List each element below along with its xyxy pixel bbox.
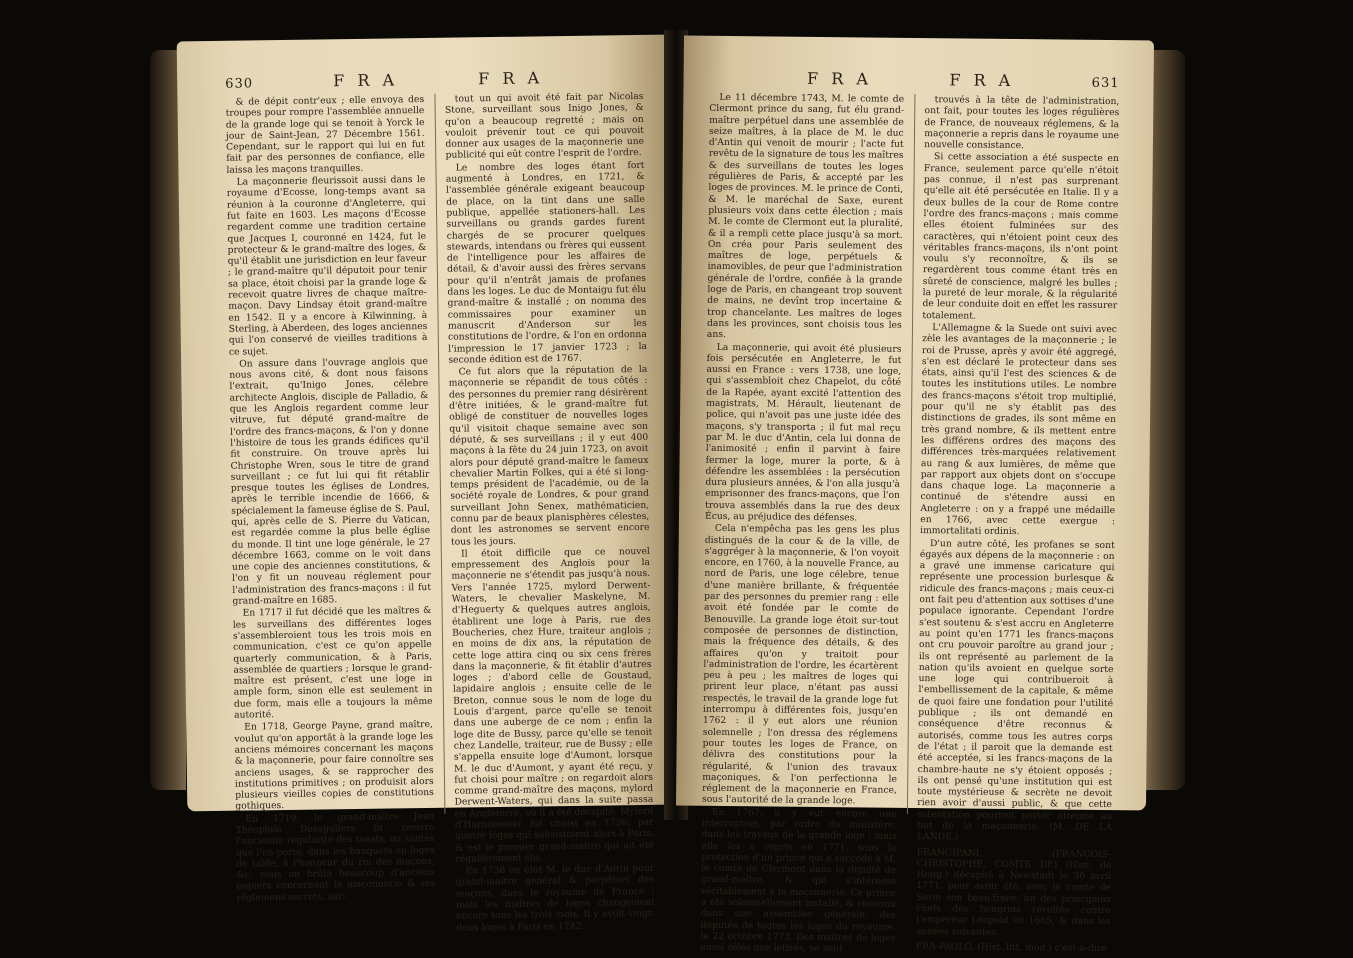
left-page-header: [225, 67, 643, 93]
paragraph: Le nombre des loges étant fort augmenté à Londres, en 1721, & l'assemblée générale exigeant beaucoup de place, on la tint dans une salle publique, appellée stationers-hall. Les surveillans ou grands gardes furent chargés de se procurer quelques stewards, intendans ou frères qui eussent de l'intelligence pour les affaires de détail, & d'avoir aussi des frères servans pour qu'il n'entrât jamais de profanes dans les loges. Le duc de Montaigu fut élu grand-maître & installé ; on nomma des commissaires pour examiner un manuscrit d'Anderson sur les constitutions de l'ordre, & l'on en ordonna l'impression le 17 janvier 1723 ; la seconde édition est de 1767.: [445, 159, 648, 366]
left-page: [177, 35, 676, 934]
left-column-2: [444, 90, 655, 934]
right-column-1: [700, 91, 905, 955]
column-rule: [434, 94, 445, 814]
paragraph: FRA-PAOLO, (Hist. litt. mod.) c'est-à-dire: [915, 941, 1107, 955]
paragraph: Cela n'empêcha pas les gens les plus distingués de la cour & de la ville, de s'aggréger à la maçonnerie, & l'on voyoit encore, en 1760, à la nouvelle France, au nord de Paris, une loge célebre, tenue d'une manière brillante, & fréquentée par des personnes du premier rang : elle avoit été fondée par le comte de Benouville. La grande loge étoit sur-tout composée de personnes de distinction, mais la fréquence des détails, & des affaires qu'on y traitoit pour l'administration de l'ordre, les écartèrent peu à peu ; les maîtres de loges qui prirent leur place, n'étant pas aussi respectés, le travail de la grande loge fut interrompu à différentes fois, jusqu'en 1762 : il y eut alors une réunion solemnelle ; l'on dressa des réglemens pour toutes les loges de France, on délivra des constitutions pour la régularité, & l'union des travaux maçoniques, & l'on perfectionna le réglement de la maçonnerie en France, sous l'autorité de la grande loge.: [701, 523, 900, 807]
paragraph: En 1718, George Payne, grand maître, voulut qu'on apportât à la grande loge les anciens mémoires concernant les maçons & la maçonnerie, pour faire connoître ses anciens usages, & se rapprocher des institutions primitives ; on produisit alors plusieurs vieilles copies de constitutions gothiques.: [234, 719, 434, 813]
paragraph: trouvés à la tête de l'administration, ont fait, pour toutes les loges régulières de France, de nouveaux réglemens, & la maçonnerie a repris dans le royaume une nouvelle consistance.: [924, 94, 1120, 152]
paragraph: La maçonnerie, qui avoit été plusieurs fois persécutée en Angleterre, le fut aussi en France : vers 1738, une loge, qui s'assembloit chez Chapelot, du côté de la Rapée, ayant excité l'attention des magistrats, M. Hérault, lieutenant de police, qui n'avoit pas une juste idée des maçons, s'y transporta ; il fut mal reçu par M. le duc d'Antin, cela lui donna de l'animosité ; enfin il parvint à faire fermer la loge, murer la porte, & à défendre les assemblées : la persécution dura plusieurs années, & l'on alla jusqu'à emprisonner des francs-maçons, que l'on trouva assemblés dans la rue des deux Écus, au préjudice des défenses.: [704, 341, 902, 524]
left-running-head-1: F R A: [333, 70, 399, 91]
paragraph: En 1767, il y eut encore une interruption, par ordre du ministère, dans les travaux de la grande loge ; mais elle les a repris en 1771, sous la protection d'un prince qui a succédé à M. le comte de Clermont dans la dignité de grand-maître, & qui s'intéresse véritablement à la maçonnerie. Ce prince a été solemnellement installé, & reconnu dans une assemblée générale, des députés de toutes les loges du royaume, le 22 octobre 1773. Des maîtres de loges aussi zélés que lettrés, se sont: [700, 806, 897, 955]
left-running-head-2: F R A: [478, 68, 544, 89]
paragraph: Il étoit difficile que ce nouvel empressement des Anglois pour la maçonnerie ne s'étendit pas jusqu'à nous. Vers l'année 1725, mylord Derwent-Waters, le chevalier Maskelyne, M. d'Heguerty & quelques autres anglois, établirent une loge à Paris, rue des Boucheries, chez Hure, traiteur anglois ; en moins de dix ans, la réputation de cette loge attira cinq ou six cens frères dans la maçonnerie, & fit établir d'autres loges ; d'abord celle de Goustaud, lapidaire anglois ; ensuite celle de le Breton, connue sous le nom de loge du Louis d'argent, parce qu'elle se tenoit dans une auberge de ce nom ; enfin la loge dite de Bussy, parce qu'elle se tenoit chez Landelle, traiteur, rue de Bussy ; elle s'appella ensuite loge d'Aumont, lorsque M. le duc d'Aumont, y ayant été reçu, y fut choisi pour maître ; on regardoit alors comme grand-maître des maçons, mylord Derwent-Waters, qui dans la suite passa en Angleterre, où il a été décapité. Mylord d'Harnouester fut choisi en 1736, par quatre loges qui subsistoient alors à Paris, & est le premier grand-maître qui ait été régulièrement élu.: [451, 545, 654, 865]
paragraph: En 1738 on élut M. le duc d'Antin pour grand-maître général & perpétuel des maçons, dans le royaume de France ; mais les maîtres de loges changeoient encore tous les trois mois. Il y avoit vingt-deux loges à Paris en 1742.: [455, 863, 655, 934]
paragraph: La maçonnerie fleurissoit aussi dans le royaume d'Ecosse, long-temps avant sa réunion à la couronne d'Angleterre, qui fut faite en 1603. Les maçons d'Ecosse regardent comme une tradition certaine que Jacques I, couronné en 1424, fut le protecteur & le grand-maître des loges, & qu'il établit une jurisdiction en leur faveur ; le grand-maître qu'il députoit pour tenir sa place, étoit choisi par la grande loge & recevoit quatre livres de chaque maître-maçon. Davy Lindsay étoit grand-maître en 1542. Il y a encore à Kilwinning, à Sterling, à Aberdeen, des loges anciennes qui l'on conservé de vieilles traditions à ce sujet.: [226, 174, 428, 358]
left-column-1: [225, 93, 436, 904]
right-running-head-1: F R A: [806, 68, 873, 89]
paragraph: En 1719, le grand-maître Jean Théophile Desaguliers fit revivre l'ancienne régularité des toasts, ou santés que l'on porte, dans les banquets ou loges de table, à l'honneur du roi des maçons, &c. mais on brûla beaucoup d'anciens papiers concernant la maçonnerie & ses réglemens secrets, sur-: [235, 810, 436, 904]
right-page-header: [709, 68, 1119, 92]
paragraph: On assure dans l'ouvrage anglois que nous avons cité, & dont nous faisons l'extrait, qu'Inigo Jones, célebre architecte Anglois, disciple de Palladio, & que les Anglois regardent comme leur vitruve, fut député grand-maître de l'ordre des francs-maçons, & l'on y donne l'histoire de tous les grands édifices qu'il fit construire. On trouve après lui Christophe Wren, sous le titre de grand surveillant ; ce fut lui qui fit rétablir presque toutes les églises de Londres, après le terrible incendie de 1666, & spécialement la fameuse église de S. Paul, qui, après celle de S. Pierre du Vatican, est regardée comme la plus belle église du monde. Il tint une loge générale, le 27 décembre 1663, comme on le voit dans une copie des anciennes constitutions, & l'on y fit un nouveau réglement pour l'administration des francs-maçons : il fut grand-maître en 1685.: [229, 355, 432, 607]
right-page-number: 631: [1091, 75, 1120, 92]
left-page-number: 630: [225, 76, 254, 92]
paragraph: FRANGIPANI, (FRANÇOIS-CHRISTOPHE, COMTE DE) (Hist. de Hong.) décapité à Newstadt le 30 avril 1771, pour avoir été, avec le comte de Serin son beau-frere, un des principaux chefs des hongrois révoltés contre l'empereur Léopold en 1665, & dans les années suivantes.: [915, 846, 1112, 938]
right-page-columns: [700, 91, 1120, 955]
left-page-columns: [225, 90, 655, 934]
paragraph: L'Allemagne & la Suede ont suivi avec zèle les avantages de la maçonnerie ; le roi de Prusse, après y avoir été aggregé, s'en est déclaré le protecteur dans ses états, ainsi qu'il l'est des sciences & de toutes les institutions utiles. Le nombre des francs-maçons s'étoit trop multiplié, pour qu'il ne s'y établit pas des distinctions de grades, ils sont même en très grand nombre, & ils mettent entre les différens ordres des maçons des différences très-marquées relativement au rang & aux lumières, de même que par rapport aux objets dont on s'occupe dans chaque loge. La maçonnerie a continué de s'étendre aussi en Angleterre : on y a frappé une médaille en 1766, avec cette exergue : immortalitati ordinis.: [920, 322, 1118, 538]
paragraph: Le 11 décembre 1743, M. le comte de Clermont prince du sang, fut élu grand-maître perpétuel dans une assemblée de seize maîtres, à la place de M. le duc d'Antin qui venoit de mourir ; l'acte fut revêtu de la signature de tous les maîtres & des surveillans de toutes les loges régulières de Paris, & accepté par les loges de provinces. M. le prince de Conti, & M. le maréchal de Saxe, eurent plusieurs voix dans cette élection ; mais M. le comte de Clermont eut la pluralité, & il a rempli cette place jusqu'à sa mort. On créa pour Paris seulement des maîtres de loge, perpétuels & inamovibles, de peur que l'administration générale de l'ordre, confiée à la grande loge de Paris, en changeant trop souvent de mains, ne devînt trop incertaine & trop chancelante. Les maîtres de loges dans les provinces, sont choisis tous les ans.: [706, 91, 905, 341]
paragraph: tout un qui avoit été fait par Nicolas Stone, surveillant sous Inigo Jones, & qu'on a beaucoup regretté ; mais on vouloit prévenir tout ce qui pouvoit donner aux usages de la maçonnerie une publicité qui eût contre l'esprit de l'ordre.: [444, 90, 645, 162]
right-column-2: [915, 94, 1120, 955]
paragraph: & de dépit contr'eux ; elle envoya des troupes pour rompre l'assemblée annuelle de la grande loge qui se tenoit à Yorck le jour de Saint-Jean, 27 Décembre 1561. Cependant, sur le rapport qui lui en fut fait par des personnes de confiance, elle laissa les maçons tranquilles.: [225, 93, 426, 176]
paragraph: Si cette association a été suspecte en France, seulement parce qu'elle n'étoit pas connue, il n'est pas surprenant qu'elle ait été persécutée en Italie. Il y a deux bulles de la cour de Rome contre l'ordre des francs-maçons ; mais comme elles étoient fulminées sur des caractères, qui n'étoient point ceux des véritables francs-maçons, ils n'ont point voulu s'y reconnoître, & ils se regardèrent tous comme étant très en sûreté de conscience, malgré les bulles ; la pureté de leur morale, & la régularité de leur conduite doit en effet les rassurer totalement.: [922, 151, 1119, 322]
paragraph: En 1717 il fut décidé que les maîtres & les surveillans des différentes loges s'assembleroient tous les trois mois en communication, c'est ce qu'on appelle quarterly communication, & à Paris, assemblée de quartiers ; lorsque le grand-maître est présent, c'est une loge in ample form, sinon elle est seulement in due form, mais elle a toujours la même autorité.: [232, 605, 433, 721]
right-page: [676, 36, 1154, 955]
right-running-head-2: F R A: [949, 70, 1015, 91]
paragraph: Ce fut alors que la réputation de la maçonnerie se répandit de tous côtés : des personnes du premier rang désirèrent d'être initiées, & le grand-maître fut obligé de constituer de nouvelles loges qu'il visitoit chaque semaine avec son député, & ses surveillans ; il y eut 400 maçons à la fête du 24 juin 1723, on avoit alors pour député grand-maître le fameux chevalier Martin Folkes, qui a été si long-temps président de l'académie, ou de la société royale de Londres, & pour grand surveillant John Senex, mathématicien, connu par de beaux planisphères célestes, dont les astronomes se servent encore tous les jours.: [448, 364, 650, 548]
column-rule: [907, 94, 915, 814]
paragraph: D'un autre côté, les profanes se sont égayés aux dépens de la maçonnerie : on a gravé une immense caricature qui représente une procession burlesque & ridicule des francs-maçons ; mais ceux-ci ont fait peu d'attention aux sottises d'une populace ignorante. Cependant l'ordre s'est soutenu & s'est accru en Angleterre au point qu'en 1771 les francs-maçons ont cru pouvoir paroître au grand jour ; ils ont représenté au parlement de la nation qu'ils avoient en quelque sorte une loge qui contribueroit à l'embellissement de la capitale, & même de quoi faire une fondation pour l'utilité publique ; ils ont demandé en conséquence d'être reconnus & autorisés, comme tous les autres corps de l'état ; il paroit que la demande est été acceptée, si les francs-maçons de la chambre-haute ne s'y étoient opposés ; ils ont pensé qu'une institution qui est toute mystérieuse & secrète ne devoit rien avoir d'aussi public, & que cette ostentation pourroit porter atteinte au but de la maçonnerie. (M. DE LA LANDE.): [916, 537, 1115, 843]
